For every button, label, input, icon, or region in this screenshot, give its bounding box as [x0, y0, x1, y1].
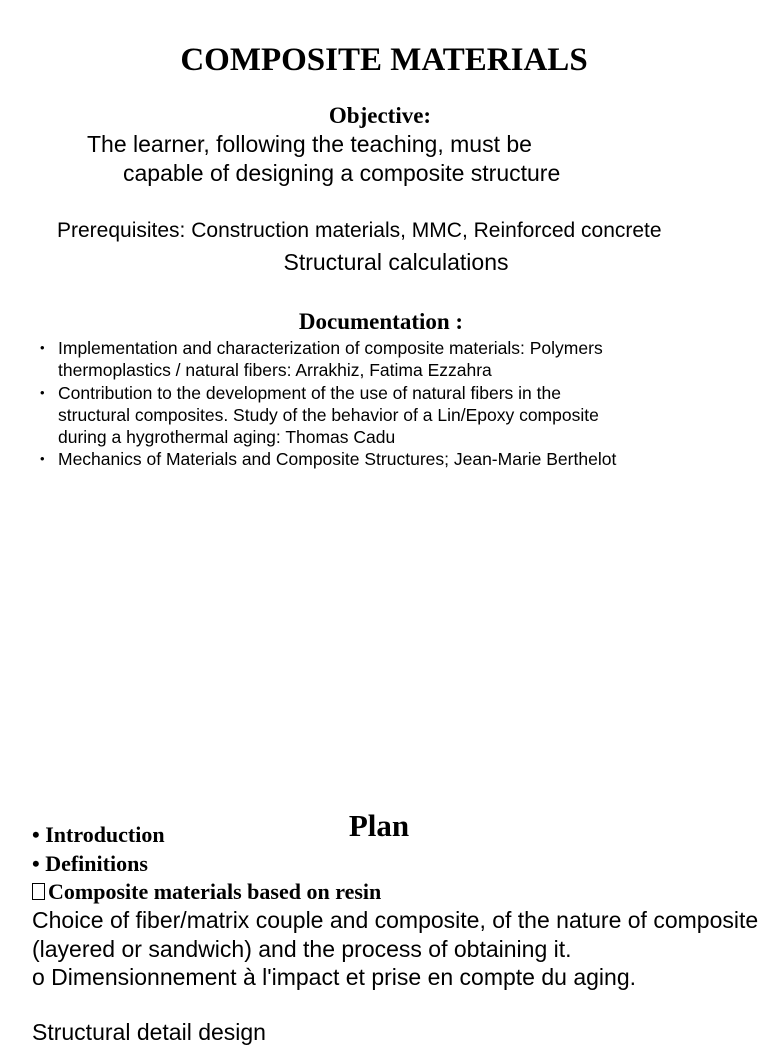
plan-paragraph: Choice of fiber/matrix couple and composite, of the nature of composite (layered or sandwich) and the process of obtaining it.	[32, 907, 759, 962]
plan-item-introduction	[32, 822, 165, 848]
documentation-heading: Documentation :	[298, 309, 464, 334]
prerequisites-line-2: Structural calculations	[283, 249, 509, 275]
documentation-item-line: structural composites. Study of the behavior of a Lin/Epoxy composite	[58, 404, 599, 425]
documentation-item-line: Mechanics of Materials and Composite Structures; Jean-Marie Berthelot	[58, 449, 617, 470]
plan-paragraph: o Dimensionnement à l'impact et prise en compte du aging.	[32, 964, 636, 990]
documentation-item-line: during a hygrothermal aging: Thomas Cadu	[58, 427, 396, 448]
documentation-item-line: Implementation and characterization of composite materials: Polymers	[58, 338, 603, 358]
plan-heading: Plan	[348, 808, 410, 843]
bullet-icon: •	[32, 851, 40, 876]
bullet-icon: •	[40, 451, 45, 467]
bullet-icon: •	[40, 340, 45, 355]
documentation-item-line: thermoplastics / natural fibers: Arrakhiz, Fatima Ezzahra	[58, 360, 492, 381]
bullet-icon: •	[40, 384, 45, 400]
bullet-icon: •	[32, 822, 40, 847]
missing-glyph-box-icon	[32, 883, 45, 900]
documentation-item-line: Contribution to the development of the use of natural fibers in the	[58, 382, 561, 403]
plan-item-definitions	[32, 851, 148, 877]
objective-line-2: capable of designing a composite structure	[123, 160, 561, 186]
documentation-item	[40, 448, 750, 470]
prerequisites-line-1: Prerequisites: Construction materials, MMC, Reinforced concrete	[57, 219, 662, 242]
objective-heading: Objective:	[328, 103, 432, 128]
plan-item-label: Definitions	[45, 851, 148, 876]
plan-item-label: Composite materials based on resin	[48, 879, 382, 904]
plan-paragraph: Structural detail design	[32, 1019, 266, 1045]
documentation-item	[40, 337, 750, 382]
plan-item-composite-materials	[32, 879, 381, 905]
plan-item-label: Introduction	[45, 822, 165, 847]
documentation-item	[40, 382, 750, 449]
page-title: COMPOSITE MATERIALS	[180, 42, 588, 78]
objective-line-1: The learner, following the teaching, must be	[87, 131, 532, 157]
documentation-list	[40, 337, 750, 471]
